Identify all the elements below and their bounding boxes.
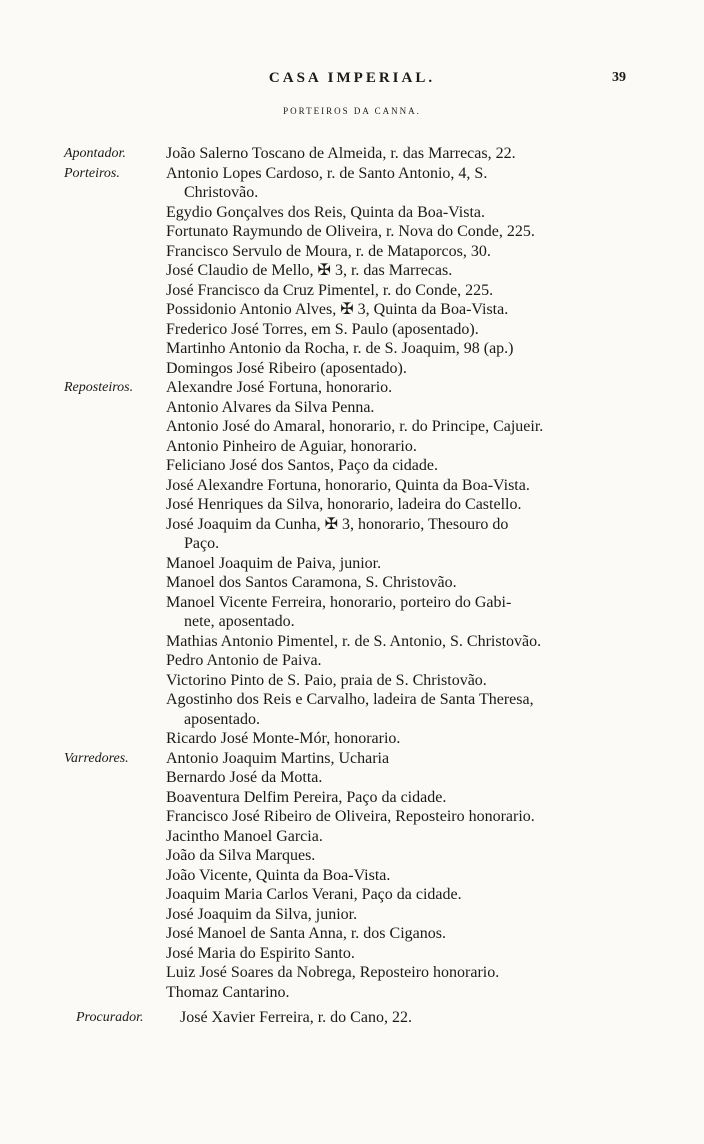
roster xyxy=(0,144,704,1028)
entry-line: Frederico José Torres, em S. Paulo (aposentado). xyxy=(166,320,479,338)
page-title: CASA IMPERIAL. xyxy=(268,70,436,86)
entry-line: Manoel Joaquim de Paiva, junior. xyxy=(166,554,382,572)
entry-line: Mathias Antonio Pimentel, r. de S. Antonio, S. Christovão. xyxy=(166,632,542,650)
entry-line: Luiz José Soares da Nobrega, Reposteiro honorario. xyxy=(166,964,500,981)
entry-line: Fortunato Raymundo de Oliveira, r. Nova do Conde, 225. xyxy=(166,223,535,240)
entry-line: Christovão. xyxy=(184,184,259,201)
entry-line: Francisco José Ribeiro de Oliveira, Reposteiro honorario. xyxy=(166,808,535,825)
entry-line: José Joaquim da Cunha, ✠ 3, honorario, Thesouro do xyxy=(166,515,509,533)
entry-line: José Francisco da Cruz Pimentel, r. do Conde, 225. xyxy=(166,281,494,299)
entry-line: Bernardo José da Motta. xyxy=(166,769,323,786)
entry-line: Francisco Servulo de Moura, r. de Mataporcos, 30. xyxy=(166,242,491,260)
entry-line: Feliciano José dos Santos, Paço da cidade. xyxy=(166,457,438,474)
page-number: 39 xyxy=(612,70,626,85)
entry-line: Domingos José Ribeiro (aposentado). xyxy=(166,359,407,377)
entry-line: José Maria do Espirito Santo. xyxy=(166,944,355,962)
entry-list xyxy=(166,164,640,379)
entry-line: José Henriques da Silva, honorario, ladeira do Castello. xyxy=(166,496,522,513)
role-label: Apontador. xyxy=(64,146,126,161)
entry-line: Thomaz Cantarino. xyxy=(166,983,290,1001)
entry-line: Antonio Lopes Cardoso, r. de Santo Antonio, 4, S. xyxy=(166,164,488,182)
entry-line: José Joaquim da Silva, junior. xyxy=(166,905,358,923)
entry-line: aposentado. xyxy=(184,710,260,728)
entry-line: José Alexandre Fortuna, honorario, Quinta da Boa-Vista. xyxy=(166,476,530,494)
entry-line: Jacintho Manoel Garcia. xyxy=(166,827,323,845)
entry-line: Antonio Joaquim Martins, Ucharia xyxy=(166,749,390,767)
role-label: Procurador. xyxy=(76,1010,144,1025)
role-label: Porteiros. xyxy=(64,165,120,181)
entry-line: Victorino Pinto de S. Paio, praia de S. Christovão. xyxy=(166,671,487,689)
section-reposteiros xyxy=(0,378,704,749)
entry-line: Ricardo José Monte-Mór, honorario. xyxy=(166,730,401,747)
entry-list xyxy=(166,749,640,1003)
entry-line: Egydio Gonçalves dos Reis, Quinta da Boa-Vista. xyxy=(166,203,485,221)
entry-list xyxy=(166,378,640,749)
section-heading: PORTEIROS DA CANNA. xyxy=(283,106,421,116)
entry-line: Martinho Antonio da Rocha, r. de S. Joaquim, 98 (ap.) xyxy=(166,340,514,357)
entry-line: João Salerno Toscano de Almeida, r. das Marrecas, 22. xyxy=(166,145,516,162)
running-head xyxy=(0,70,704,96)
entry-line: José Claudio de Mello, ✠ 3, r. das Marrecas. xyxy=(166,262,453,279)
entry-line: Antonio Pinheiro de Aguiar, honorario. xyxy=(166,437,417,455)
entry-line: Manoel Vicente Ferreira, honorario, porteiro do Gabi- xyxy=(166,593,512,611)
entry-line: João da Silva Marques. xyxy=(166,847,316,864)
role-label: Varredores. xyxy=(64,750,129,766)
entry-line: Boaventura Delfim Pereira, Paço da cidade. xyxy=(166,788,447,806)
entry-line: Pedro Antonio de Paiva. xyxy=(166,652,322,669)
entry-line: Joaquim Maria Carlos Verani, Paço da cidade. xyxy=(166,886,462,903)
entry-line: Paço. xyxy=(184,535,220,552)
entry-list xyxy=(180,1008,654,1028)
entry-line: José Manoel de Santa Anna, r. dos Ciganos. xyxy=(166,925,446,942)
entry-line: Agostinho dos Reis e Carvalho, ladeira de Santa Theresa, xyxy=(166,691,534,708)
section-apontador xyxy=(0,144,704,164)
entry-line: Alexandre José Fortuna, honorario. xyxy=(166,379,393,396)
entry-line: nete, aposentado. xyxy=(184,613,295,630)
role-label: Reposteiros. xyxy=(64,380,134,395)
entry-line: Manoel dos Santos Caramona, S. Christovão. xyxy=(166,574,457,591)
section-varredores xyxy=(0,749,704,1003)
entry-line: João Vicente, Quinta da Boa-Vista. xyxy=(166,866,391,884)
entry-list xyxy=(166,144,640,164)
entry-line: José Xavier Ferreira, r. do Cano, 22. xyxy=(180,1009,412,1026)
entry-line: Antonio José do Amaral, honorario, r. do Principe, Cajueir. xyxy=(166,418,544,435)
section-porteiros xyxy=(0,164,704,379)
entry-line: Antonio Alvares da Silva Penna. xyxy=(166,398,375,416)
section-procurador xyxy=(0,1008,704,1028)
entry-line: Possidonio Antonio Alves, ✠ 3, Quinta da Boa-Vista. xyxy=(166,301,509,318)
